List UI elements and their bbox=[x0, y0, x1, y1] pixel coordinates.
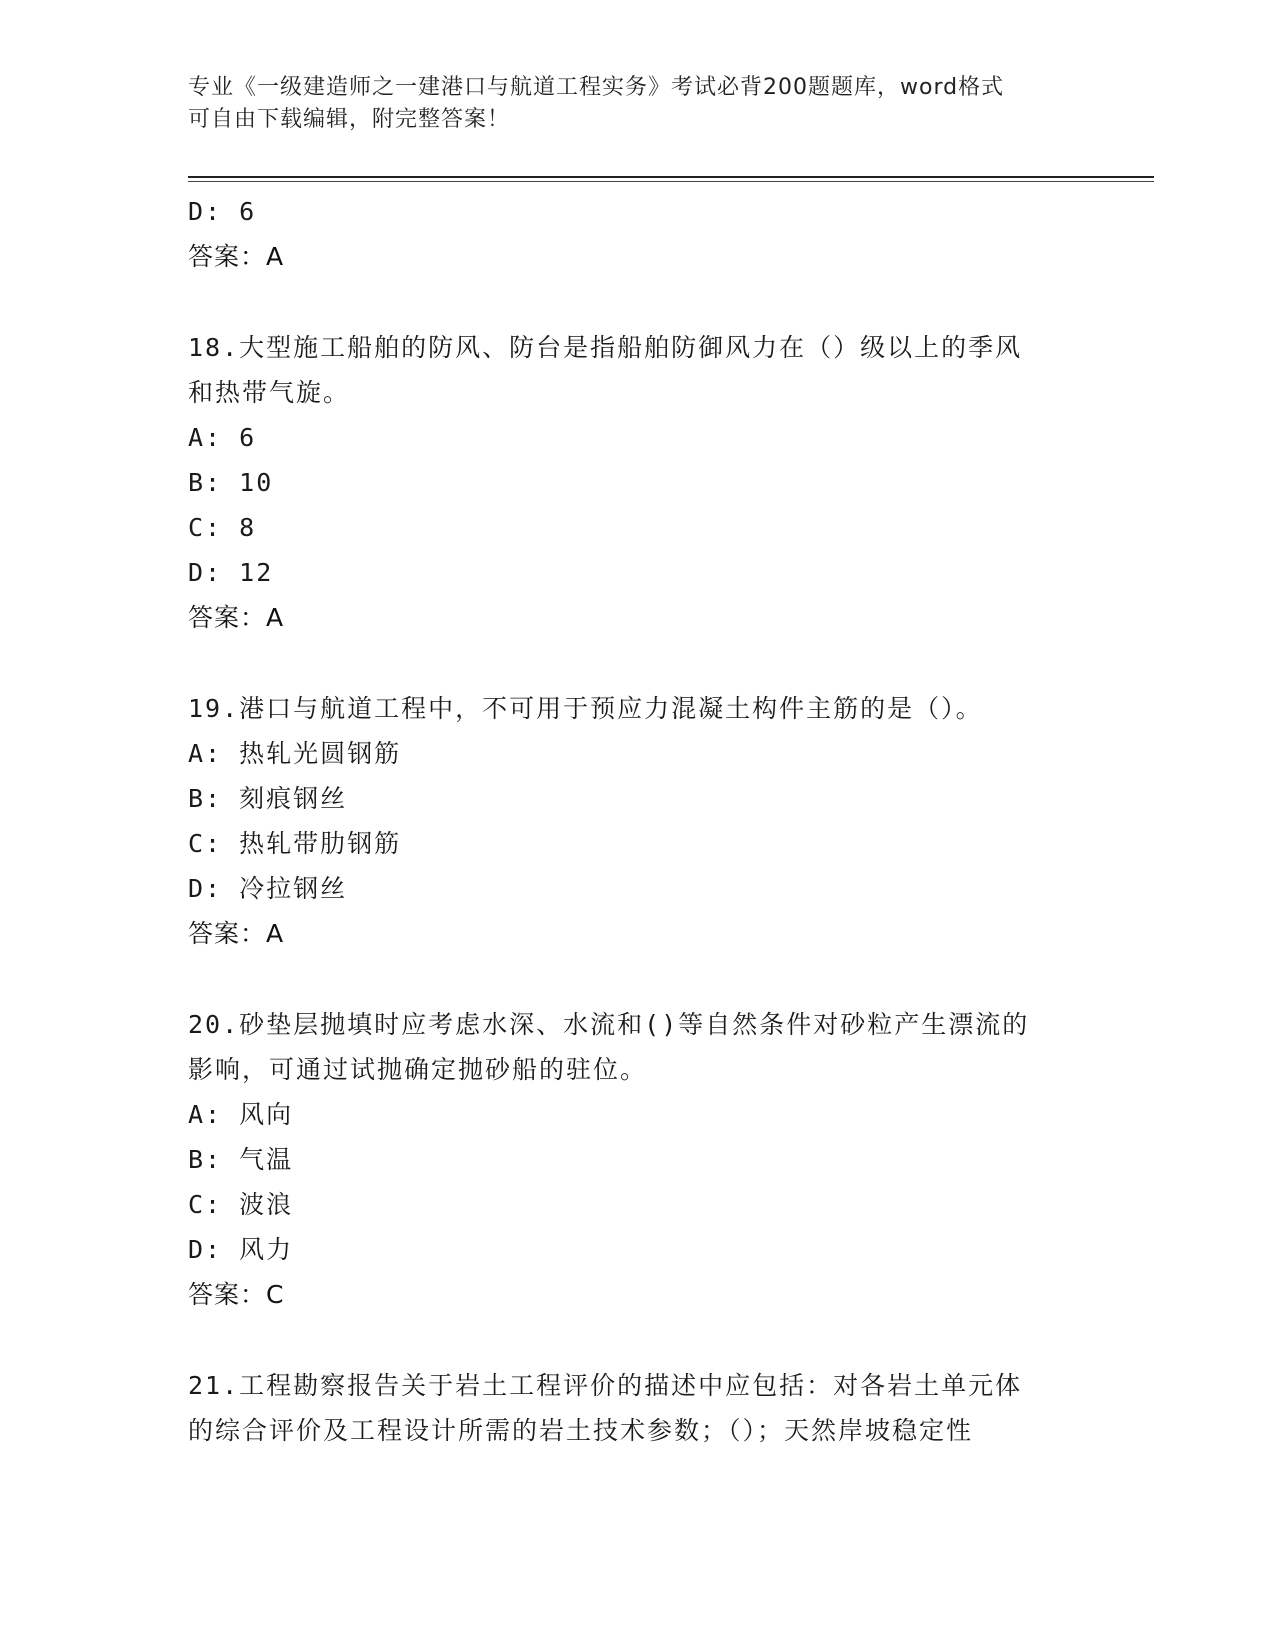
question-20-answer: 答案：C bbox=[188, 1280, 285, 1309]
question-spacer bbox=[188, 641, 1088, 686]
question-spacer bbox=[188, 1318, 1088, 1363]
question-19-answer: 答案：A bbox=[188, 919, 285, 948]
question-18-stem bbox=[188, 325, 1088, 415]
question-18-option-d: D: 12 bbox=[188, 558, 274, 587]
header-title-line-1: 专业《一级建造师之一建港口与航道工程实务》考试必背200题题库，word格式 bbox=[188, 75, 1005, 100]
prev-option-d: D: 6 bbox=[188, 197, 257, 226]
header-divider-thin bbox=[188, 181, 1154, 182]
question-21-stem-line-1: 21.工程勘察报告关于岩土工程评价的描述中应包括：对各岩土单元体 bbox=[188, 1371, 1023, 1400]
question-spacer bbox=[188, 957, 1088, 1002]
question-list bbox=[188, 189, 1088, 1453]
question-20-option-a: A: 风向 bbox=[188, 1100, 294, 1129]
question-18-option-c: C: 8 bbox=[188, 513, 257, 542]
question-20-stem-line-2: 影响，可通过试抛确定抛砂船的驻位。 bbox=[188, 1055, 648, 1084]
question-19-option-c: C: 热轧带肋钢筋 bbox=[188, 829, 402, 858]
question-18-stem-line-2: 和热带气旋。 bbox=[188, 378, 351, 407]
question-20-stem-line-1: 20.砂垫层抛填时应考虑水深、水流和()等自然条件对砂粒产生漂流的 bbox=[188, 1010, 1030, 1039]
question-19-option-d: D: 冷拉钢丝 bbox=[188, 874, 348, 903]
question-21-stem bbox=[188, 1363, 1088, 1453]
question-21-stem-line-2: 的综合评价及工程设计所需的岩土技术参数；（）；天然岸坡稳定性 bbox=[188, 1416, 974, 1445]
header-title-line-2: 可自由下载编辑，附完整答案！ bbox=[188, 107, 511, 132]
question-20-option-d: D: 风力 bbox=[188, 1235, 294, 1264]
question-20-option-b: B: 气温 bbox=[188, 1145, 294, 1174]
header-divider-thick bbox=[188, 176, 1154, 178]
prev-answer: 答案：A bbox=[188, 242, 285, 271]
question-19-option-b: B: 刻痕钢丝 bbox=[188, 784, 348, 813]
question-18-answer: 答案：A bbox=[188, 603, 285, 632]
question-20-stem bbox=[188, 1002, 1088, 1092]
question-19-option-a: A: 热轧光圆钢筋 bbox=[188, 739, 402, 768]
question-18-option-b: B: 10 bbox=[188, 468, 274, 497]
question-19-stem-line-1: 19.港口与航道工程中，不可用于预应力混凝土构件主筋的是（）。 bbox=[188, 694, 983, 723]
question-20-option-c: C: 波浪 bbox=[188, 1190, 294, 1219]
document-header bbox=[188, 72, 1068, 136]
question-18-stem-line-1: 18.大型施工船舶的防风、防台是指船舶防御风力在（）级以上的季风 bbox=[188, 333, 1023, 362]
question-19-stem bbox=[188, 686, 1088, 731]
question-spacer bbox=[188, 280, 1088, 325]
question-18-option-a: A: 6 bbox=[188, 423, 257, 452]
